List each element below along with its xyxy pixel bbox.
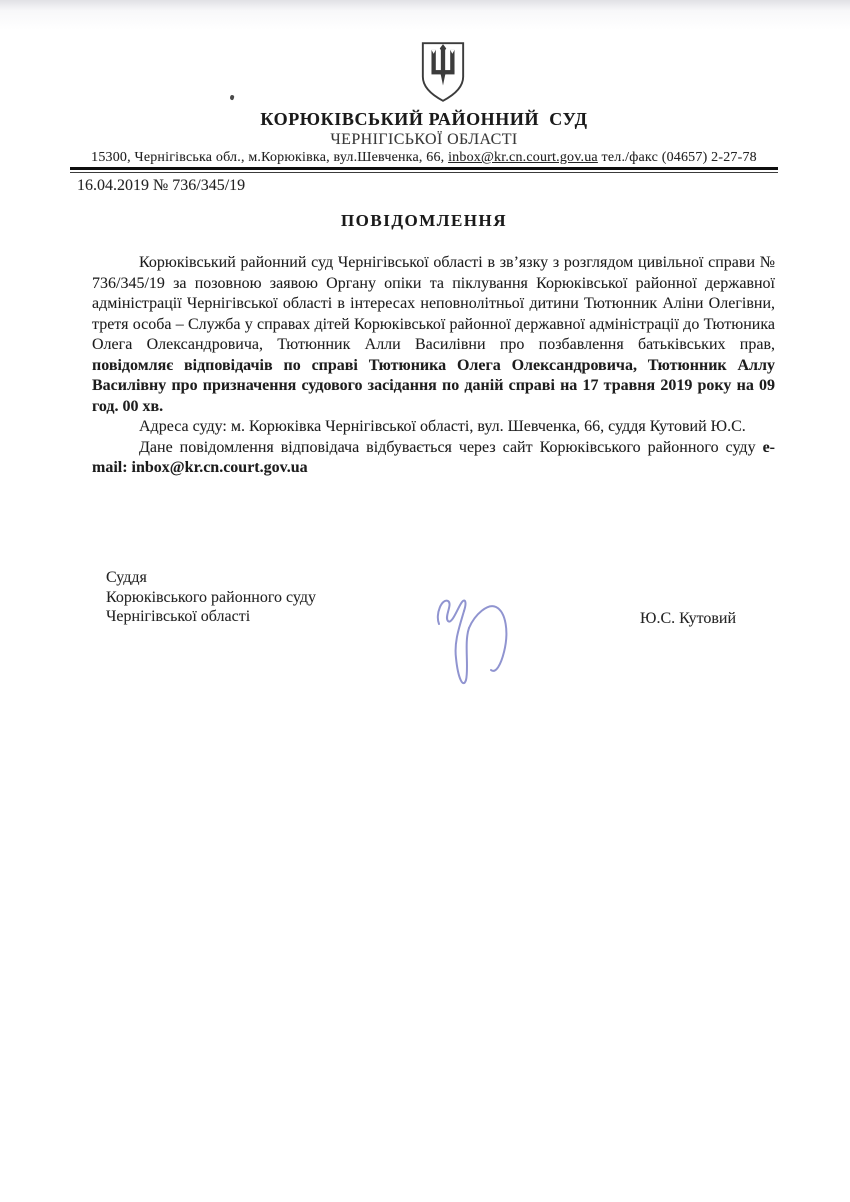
paragraph3-bold-email: e-mail: inbox@kr.cn.court.gov.ua: [92, 438, 775, 476]
court-email-text: inbox@kr.cn.court.gov.ua: [448, 150, 598, 165]
paragraph1-normal-text: Корюківський районний суд Чернігівської області в зв’язку з розглядом цивільної справи № 736/345/19 за позовною заявою Органу опіки та піклування Корюківської районної державної адміністрації Чернігівської області в інтересах неповнолітньої дитини Тютюнник Аліни Олегівни, третя особа – Служба у справах дітей Корюківської районної державної адміністрації до Тютюника Олега Олександровича, Тютюнник Алли Василівни про позбавлення батьківських прав,: [92, 254, 775, 353]
signature-role-line1: Суддя: [106, 569, 147, 586]
document-title: ПОВІДОМЛЕННЯ: [340, 211, 508, 230]
letterhead-rule-thick: [70, 167, 778, 170]
scan-speck-artifact: [229, 94, 234, 100]
phone-fax-text: тел./факс (04657) 2-27-78: [597, 150, 757, 165]
handwritten-signature: [430, 590, 522, 698]
paragraph-website-notice: [92, 438, 775, 479]
paragraph-court-address: Адреса суду: м. Корюківка Чернігівської області, вул. Шевченка, 66, суддя Кутовий Ю.С.: [139, 418, 746, 435]
judge-name: Ю.С. Кутовий: [640, 610, 737, 627]
paragraph-case-notification: [92, 253, 775, 417]
letterhead-rule-thin: [70, 172, 778, 173]
signature-role-line2: Корюківського районного суду: [106, 588, 317, 606]
ukraine-trident-icon: [419, 42, 467, 102]
paragraph3-normal-text: Дане повідомлення відповідача відбувається через сайт Корюківського районного суду: [139, 438, 763, 456]
court-name: КОРЮКІВСЬКИЙ РАЙОННИЙ СУД: [260, 109, 588, 129]
signature-role-block: [106, 568, 316, 627]
address-text: 15300, Чернігівська обл., м.Корюківка, вул.Шевченка, 66,: [91, 150, 449, 165]
date-and-case-number: 16.04.2019 № 736/345/19: [77, 177, 246, 194]
court-address-line: [70, 150, 778, 166]
scan-shading-artifact: [0, 0, 850, 30]
document-body: [92, 253, 775, 479]
paragraph1-bold-text: повідомляє відповідачів по справі Тютюника Олега Олександровича, Тютюнник Аллу Василівну про призначення судового засідання по даній справі на 17 травня 2019 року на 09 год. 00 хв.: [92, 356, 775, 415]
signature-role-line3: Чернігівської області: [106, 608, 251, 625]
court-region: ЧЕРНІГІСЬКОЇ ОБЛАСТІ: [330, 131, 518, 148]
